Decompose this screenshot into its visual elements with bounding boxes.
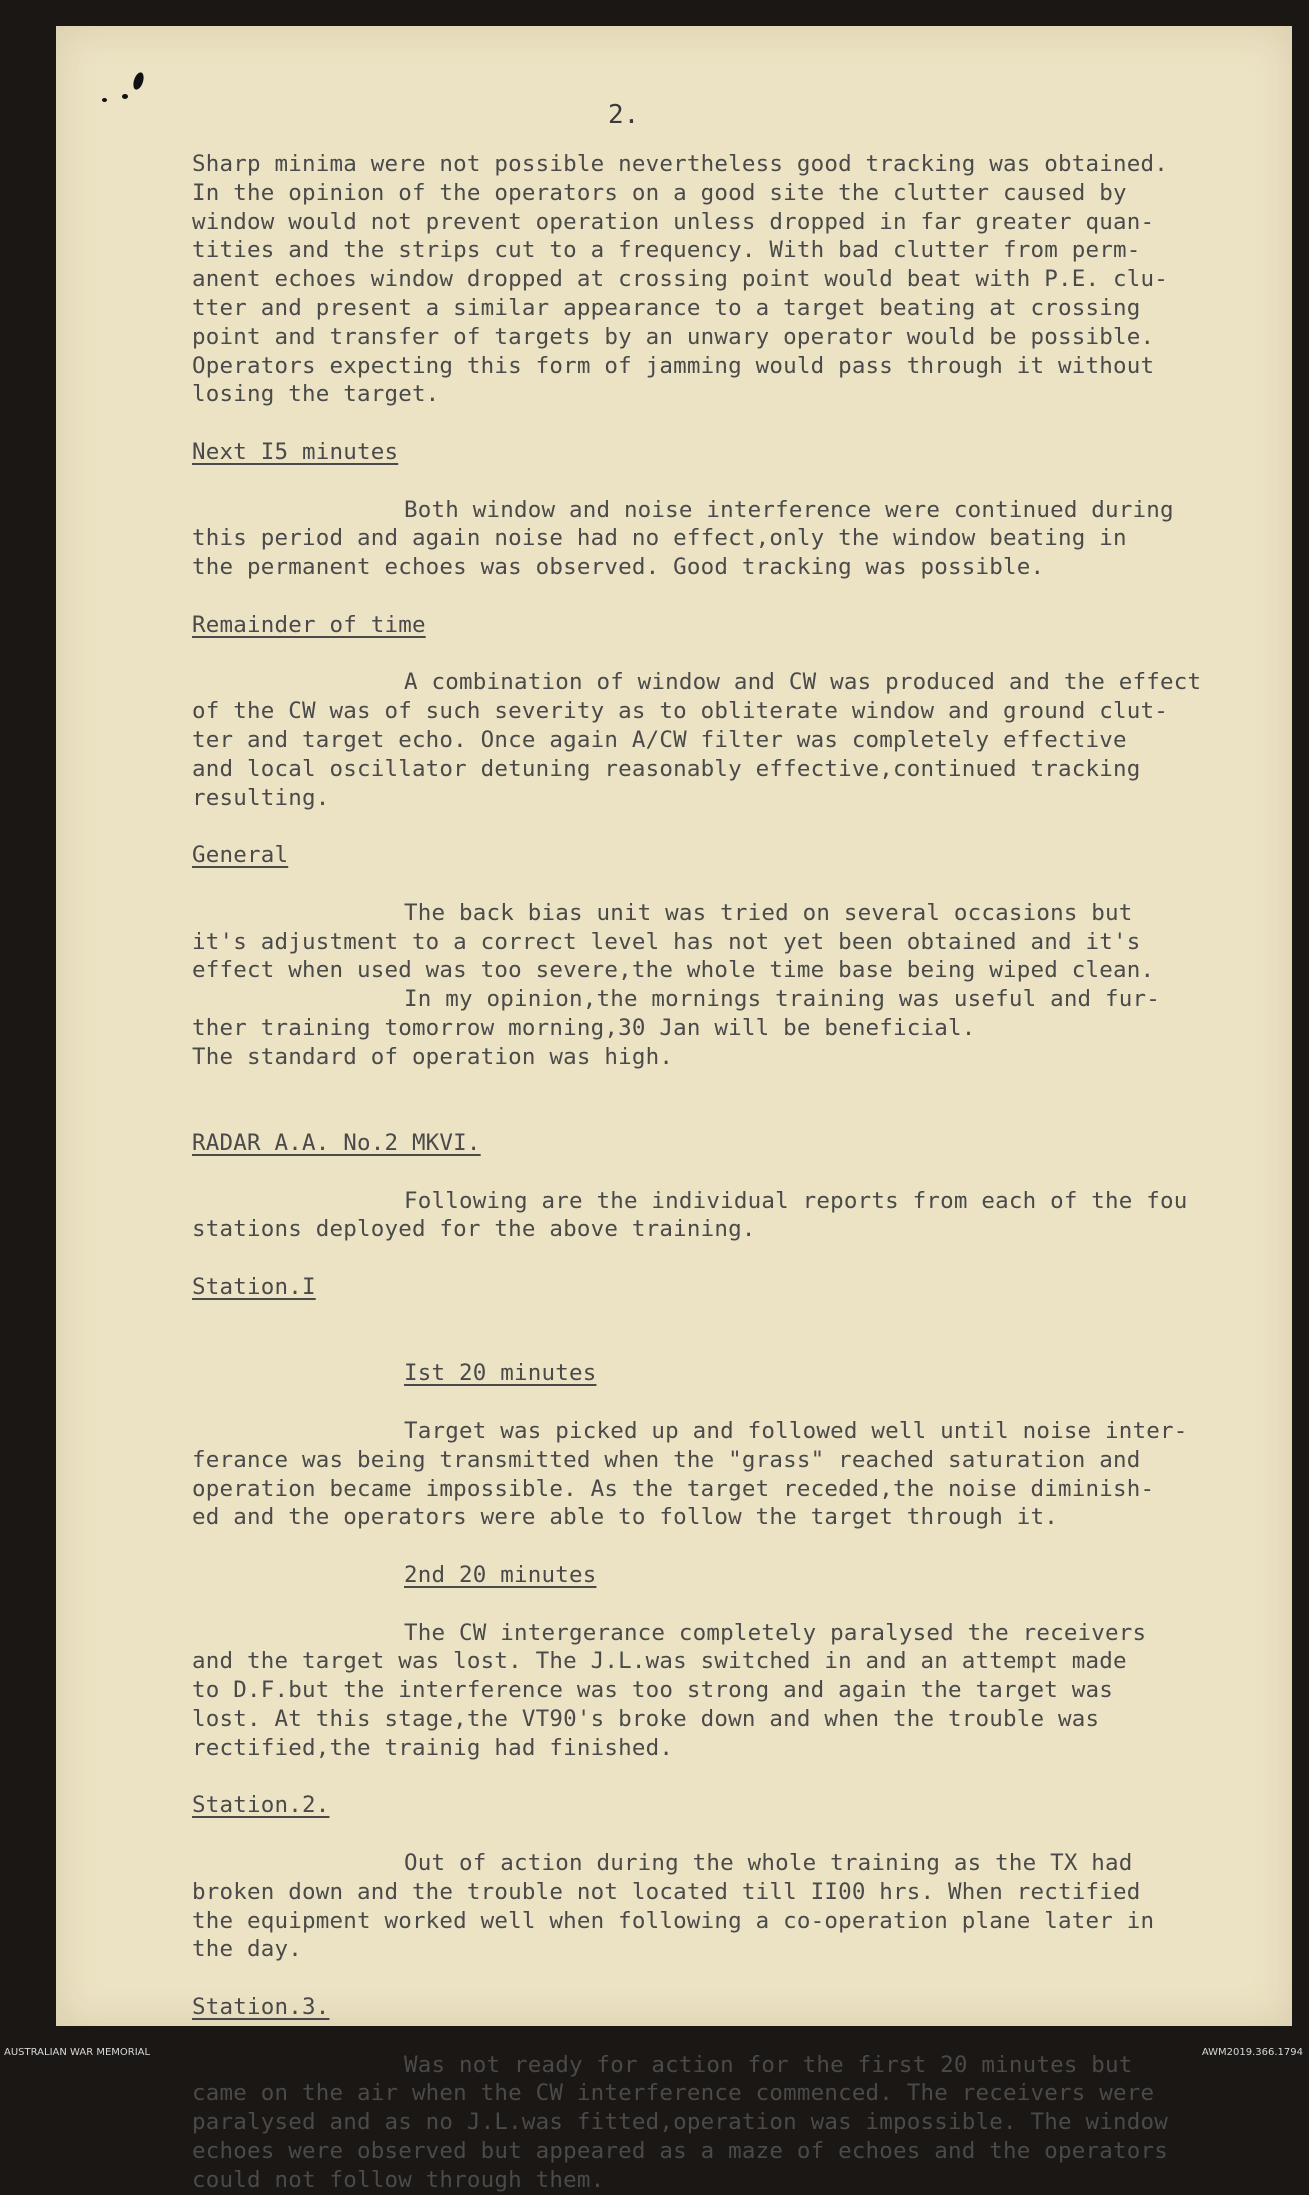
text-line: and the target was lost. The J.L.was switched in and an attempt made <box>192 1648 1127 1675</box>
spacer <box>192 640 1272 669</box>
text-line: the equipment worked well when following a co-operation plane later in <box>192 1907 1155 1934</box>
spacer <box>192 1158 1272 1187</box>
spacer <box>192 1820 1272 1849</box>
text-line: The CW intergerance completely paralysed the receivers <box>404 1619 1147 1646</box>
spacer <box>192 812 1272 841</box>
paragraph <box>192 899 1272 1072</box>
text-line: ter and target echo. Once again A/CW filter was completely effective <box>192 726 1127 753</box>
page-number: 2. <box>608 100 640 130</box>
document-body <box>192 150 1272 2195</box>
spacer <box>192 1590 1272 1619</box>
spacer <box>192 870 1272 899</box>
text-line: could not follow through them. <box>192 2166 605 2193</box>
spacer <box>192 582 1272 611</box>
ink-blot <box>122 94 128 99</box>
text-line: losing the target. <box>192 381 440 408</box>
text-line: anent echoes window dropped at crossing point would beat with P.E. clu- <box>192 266 1168 293</box>
spacer <box>192 1763 1272 1792</box>
section-heading: Next I5 minutes <box>192 438 399 465</box>
spacer <box>192 1302 1272 1331</box>
ink-blot <box>102 98 107 102</box>
spacer <box>192 2022 1272 2051</box>
spacer <box>192 1244 1272 1273</box>
paragraph <box>192 1187 1272 1245</box>
text-line: stations deployed for the above training. <box>192 1216 756 1243</box>
text-line: rectified,the trainig had finished. <box>192 1734 674 1761</box>
text-line: Target was picked up and followed well until noise inter- <box>404 1418 1188 1445</box>
text-line: In the opinion of the operators on a good site the clutter caused by <box>192 179 1127 206</box>
section-gap <box>192 1072 1272 1101</box>
ink-blot <box>131 71 145 91</box>
section-heading: Remainder of time <box>192 611 426 638</box>
text-line: Operators expecting this form of jamming would pass through it without <box>192 352 1155 379</box>
footer-archive-name: AUSTRALIAN WAR MEMORIAL <box>4 2047 151 2058</box>
text-line: of the CW was of such severity as to obliterate window and ground clut- <box>192 698 1168 725</box>
text-line: Out of action during the whole training as the TX had <box>404 1850 1133 1877</box>
text-line: In my opinion,the mornings training was useful and fur- <box>404 986 1161 1013</box>
text-line: paralysed and as no J.L.was fitted,operation was impossible. The window <box>192 2109 1168 2136</box>
text-line: ther training tomorrow morning,30 Jan will be beneficial. <box>192 1014 976 1041</box>
text-line: The back bias unit was tried on several occasions but <box>404 899 1133 926</box>
text-line: echoes were observed but appeared as a maze of echoes and the operators <box>192 2137 1168 2164</box>
text-line: to D.F.but the interference was too strong and again the target was <box>192 1677 1113 1704</box>
text-line: came on the air when the CW interference commenced. The receivers were <box>192 2080 1155 2107</box>
section-heading: Station.3. <box>192 1994 330 2020</box>
text-line: broken down and the trouble not located till II00 hrs. When rectified <box>192 1878 1141 1905</box>
text-line: lost. At this stage,the VT90's broke down and when the trouble was <box>192 1706 1100 1733</box>
text-line: operation became impossible. As the target receded,the noise diminish- <box>192 1475 1155 1502</box>
text-line: effect when used was too severe,the whole time base being wiped clean. <box>192 957 1155 984</box>
text-line: the day. <box>192 1936 302 1963</box>
text-line: Was not ready for action for the first 20 minutes but <box>404 2051 1133 2078</box>
text-line: this period and again noise had no effect,only the window beating in <box>192 525 1127 552</box>
text-line: tities and the strips cut to a frequency. With bad clutter from perm- <box>192 237 1141 264</box>
paragraph <box>192 668 1272 812</box>
paragraph <box>192 2051 1272 2195</box>
section-heading: Station.I <box>192 1274 316 1301</box>
text-line: ferance was being transmitted when the "grass" reached saturation and <box>192 1446 1141 1473</box>
spacer <box>192 467 1272 496</box>
spacer <box>192 1964 1272 1993</box>
text-line: it's adjustment to a correct level has not yet been obtained and it's <box>192 928 1141 955</box>
text-line: A combination of window and CW was produced and the effect <box>404 669 1202 696</box>
subsection-heading: Ist 20 minutes <box>404 1360 597 1387</box>
text-line: tter and present a similar appearance to a target beating at crossing <box>192 294 1141 321</box>
text-line: Sharp minima were not possible nevertheless good tracking was obtained. <box>192 151 1168 177</box>
section-heading: General <box>192 842 289 869</box>
paragraph <box>192 1849 1272 1964</box>
text-line: The standard of operation was high. <box>192 1043 674 1070</box>
spacer <box>192 1388 1272 1417</box>
section-heading: Station.2. <box>192 1792 330 1819</box>
spacer <box>192 1331 1272 1360</box>
paragraph <box>192 1619 1272 1763</box>
text-line: ed and the operators were able to follow the target through it. <box>192 1504 1059 1531</box>
section-heading: RADAR A.A. No.2 MKVI. <box>192 1130 481 1157</box>
text-line: Both window and noise interference were continued during <box>404 496 1174 523</box>
paragraph <box>192 150 1272 409</box>
text-line: Following are the individual reports from each of the fou <box>404 1187 1188 1214</box>
paragraph <box>192 1417 1272 1532</box>
footer-accession-number: AWM2019.366.1794 <box>1201 2047 1303 2058</box>
subsection-heading: 2nd 20 minutes <box>404 1562 597 1589</box>
text-line: the permanent echoes was observed. Good tracking was possible. <box>192 554 1045 581</box>
spacer <box>192 409 1272 438</box>
spacer <box>192 1532 1272 1561</box>
text-line: resulting. <box>192 784 330 811</box>
paragraph <box>192 496 1272 582</box>
text-line: window would not prevent operation unless dropped in far greater quan- <box>192 208 1155 235</box>
spacer <box>192 1100 1272 1129</box>
text-line: and local oscillator detuning reasonably effective,continued tracking <box>192 755 1141 782</box>
text-line: point and transfer of targets by an unwary operator would be possible. <box>192 323 1155 350</box>
